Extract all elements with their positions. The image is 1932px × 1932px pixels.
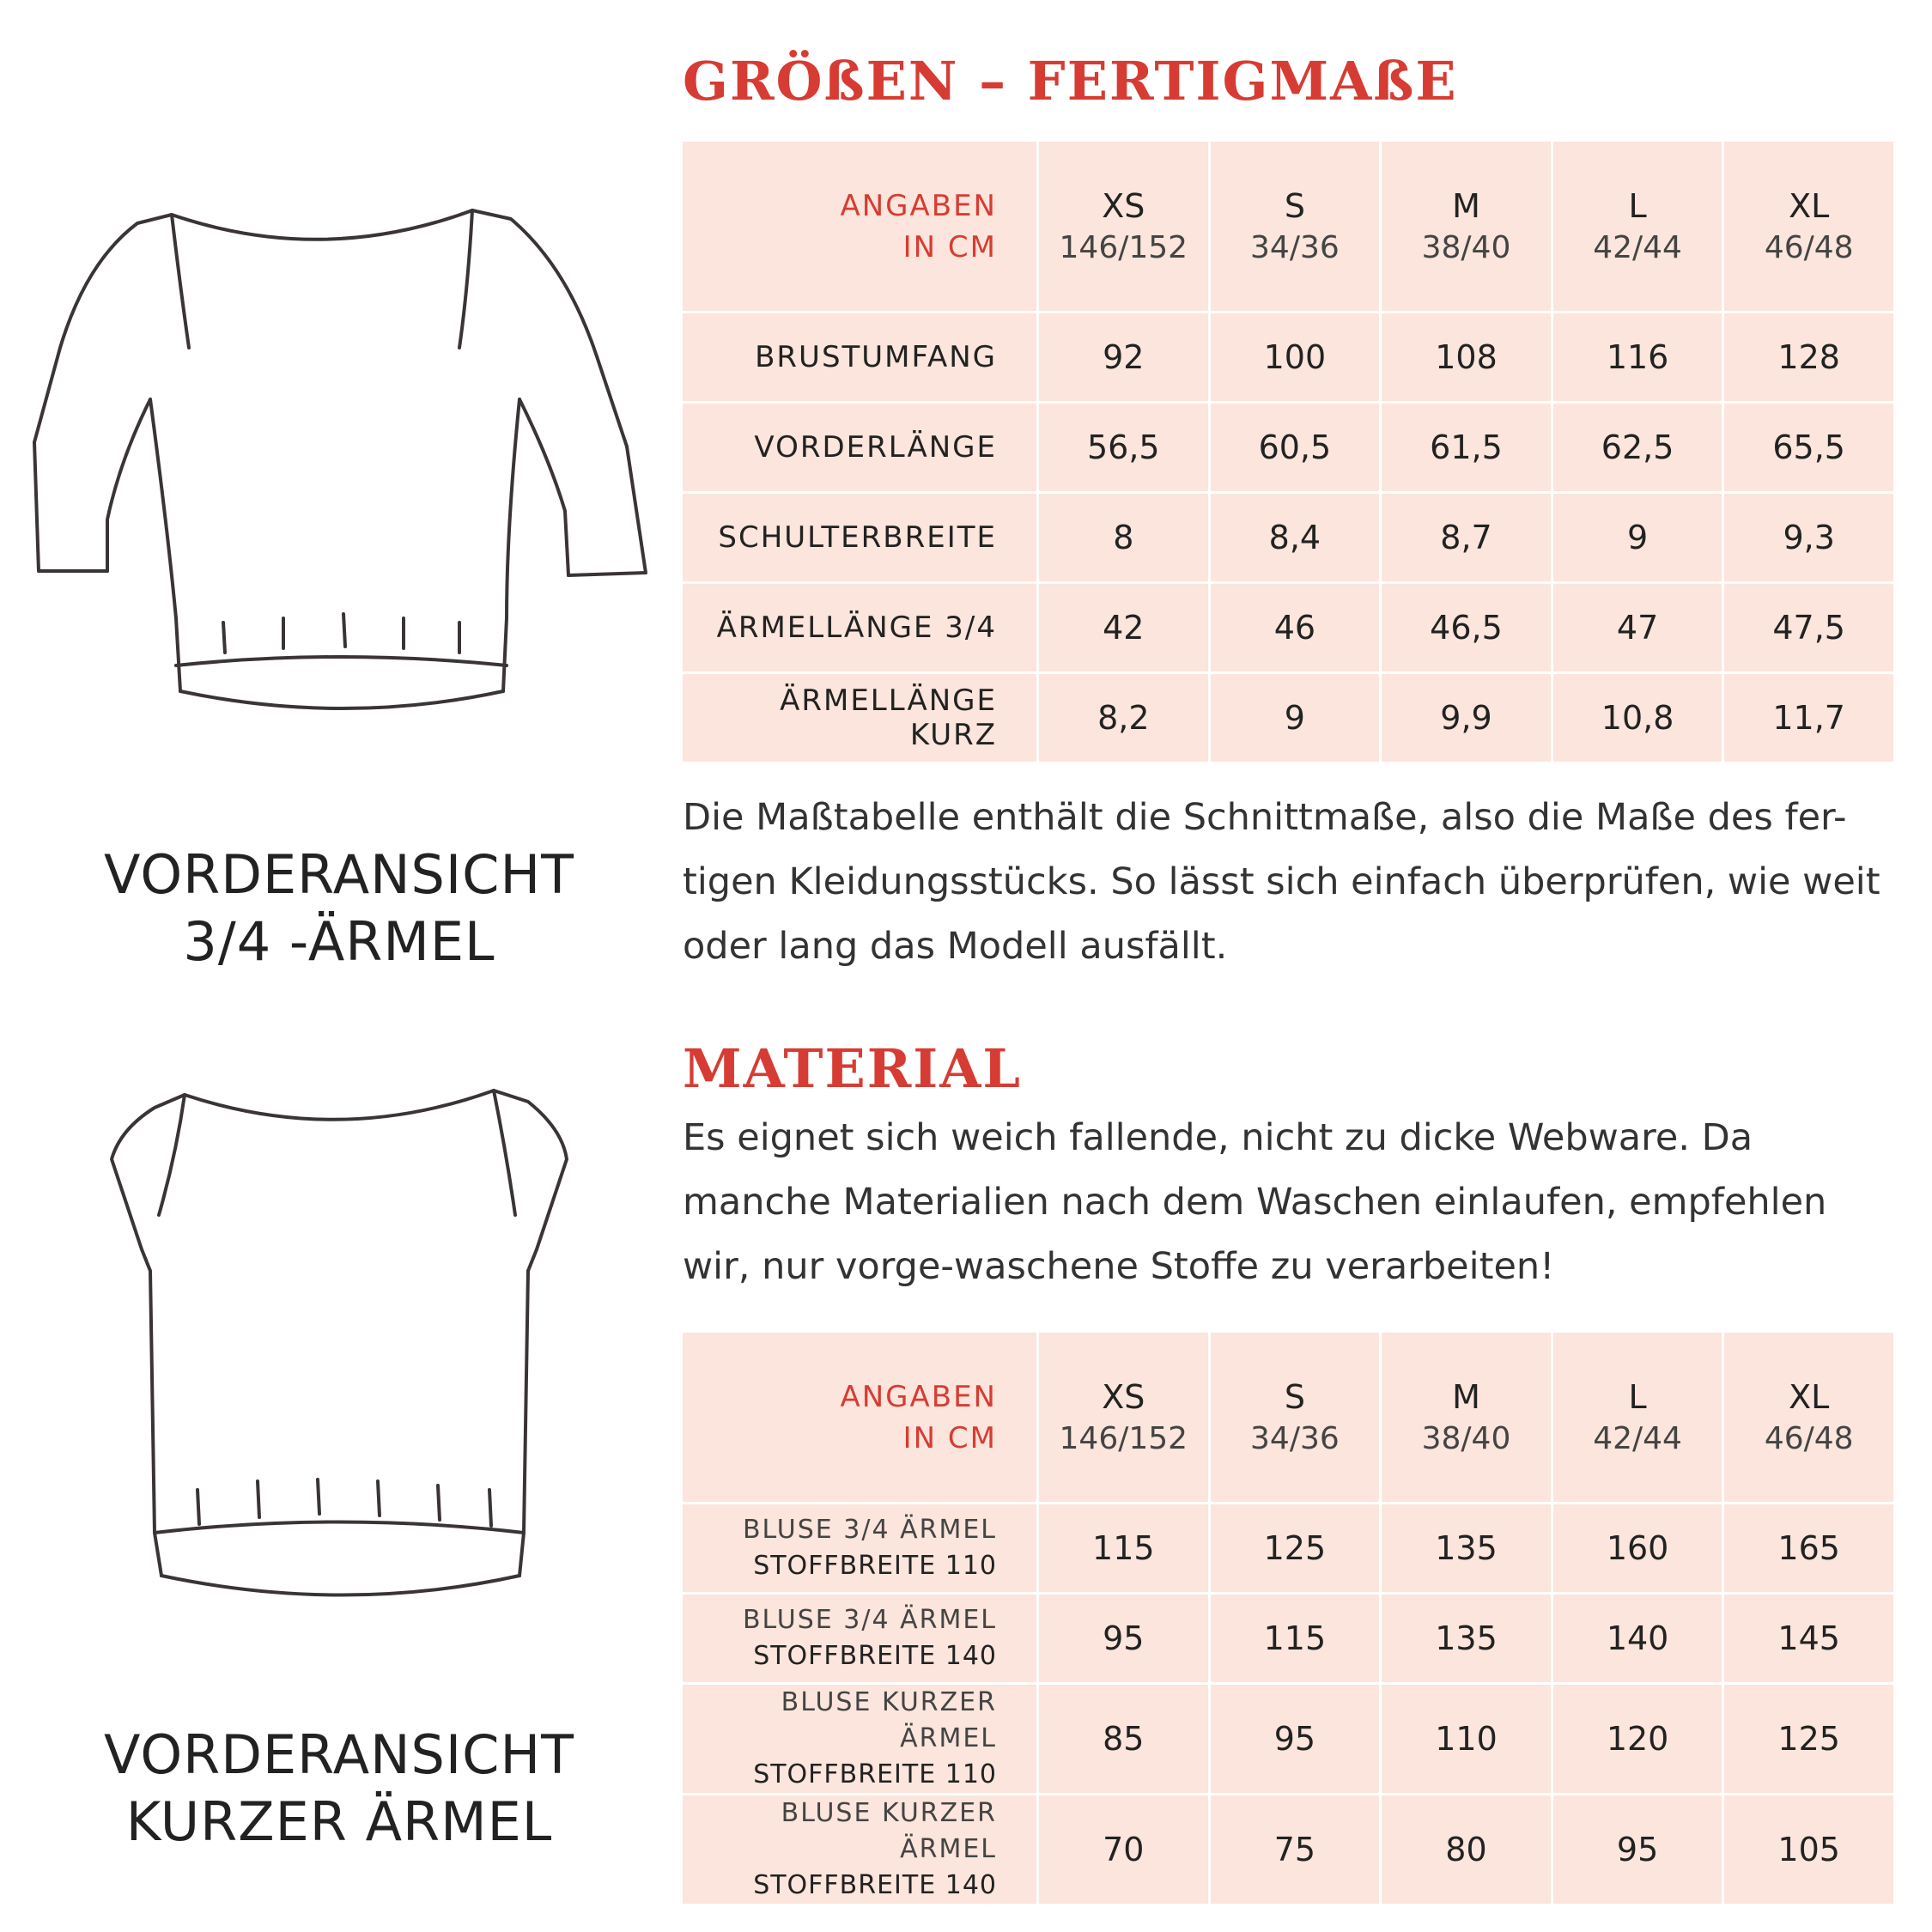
- table-cell: 105: [1724, 1795, 1893, 1906]
- unit-label: ANGABEN IN CM: [683, 1333, 1036, 1504]
- table-cell: 115: [1039, 1504, 1208, 1595]
- table-row: [683, 1504, 1893, 1595]
- table-cell: 116: [1553, 313, 1722, 404]
- table-cell: 9: [1211, 674, 1380, 764]
- size-m-header: M 38/40: [1382, 1333, 1551, 1504]
- table-cell: 165: [1724, 1504, 1893, 1595]
- table-cell: 115: [1211, 1595, 1380, 1685]
- material-table-header: [683, 1333, 1893, 1504]
- material-table: [680, 1333, 1896, 1906]
- table-cell: 92: [1039, 313, 1208, 404]
- table-cell: 145: [1724, 1595, 1893, 1685]
- table-cell: 95: [1553, 1795, 1722, 1906]
- size-xl-header: XL 46/48: [1724, 142, 1893, 313]
- row-label: BLUSE 3/4 ÄRMEL STOFFBREITE 110: [683, 1504, 1036, 1595]
- table-cell: 8,2: [1039, 674, 1208, 764]
- unit-label: ANGABEN IN CM: [683, 142, 1036, 313]
- table-cell: 8,4: [1211, 494, 1380, 584]
- size-xs-header: XS 146/152: [1039, 1333, 1208, 1504]
- sizes-note: Die Maßtabelle enthält die Schnittmaße, also die Maße des fer-tigen Kleidungsstücks. So lässt sich einfach überprüfen, wie weit oder lang das Modell ausfällt.: [683, 796, 1880, 968]
- table-cell: 75: [1211, 1795, 1380, 1906]
- row-label: BLUSE KURZER ÄRMEL STOFFBREITE 110: [683, 1685, 1036, 1795]
- table-row: [683, 674, 1893, 764]
- material-text: Es eignet sich weich fallende, nicht zu dicke Webware. Da manche Materialien nach dem Waschen einlaufen, empfehlen wir, nur vorge-waschene Stoffe zu verarbeiten!: [683, 1116, 1827, 1288]
- table-cell: 61,5: [1382, 404, 1551, 494]
- table-cell: 85: [1039, 1685, 1208, 1795]
- table-cell: 70: [1039, 1795, 1208, 1906]
- sizes-table: [680, 142, 1896, 764]
- size-s-header: S 34/36: [1211, 142, 1380, 313]
- table-cell: 46: [1211, 584, 1380, 674]
- table-cell: 47,5: [1724, 584, 1893, 674]
- size-l-header: L 42/44: [1553, 1333, 1722, 1504]
- blouse-34-sleeve-drawing: [26, 185, 661, 751]
- row-label: VORDERLÄNGE: [683, 404, 1036, 494]
- sizes-table-header: [683, 142, 1893, 313]
- table-row: [683, 1795, 1893, 1906]
- table-cell: 108: [1382, 313, 1551, 404]
- row-label: ÄRMELLÄNGE 3/4: [683, 584, 1036, 674]
- table-cell: 110: [1382, 1685, 1551, 1795]
- table-cell: 125: [1724, 1685, 1893, 1795]
- row-label: BLUSE KURZER ÄRMEL STOFFBREITE 140: [683, 1795, 1036, 1906]
- table-cell: 47: [1553, 584, 1722, 674]
- size-m-header: M 38/40: [1382, 142, 1551, 313]
- table-cell: 42: [1039, 584, 1208, 674]
- caption-front-short: VORDERANSICHT KURZER ÄRMEL: [104, 1723, 574, 1853]
- table-cell: 8: [1039, 494, 1208, 584]
- table-cell: 9,9: [1382, 674, 1551, 764]
- table-cell: 46,5: [1382, 584, 1551, 674]
- row-label: SCHULTERBREITE: [683, 494, 1036, 584]
- table-cell: 65,5: [1724, 404, 1893, 494]
- table-cell: 160: [1553, 1504, 1722, 1595]
- table-cell: 62,5: [1553, 404, 1722, 494]
- table-row: [683, 1685, 1893, 1795]
- size-xs-header: XS 146/152: [1039, 142, 1208, 313]
- row-label: BLUSE 3/4 ÄRMEL STOFFBREITE 140: [683, 1595, 1036, 1685]
- table-cell: 9,3: [1724, 494, 1893, 584]
- table-cell: 9: [1553, 494, 1722, 584]
- blouse-short-sleeve-drawing: [103, 1078, 584, 1627]
- caption-front-34: VORDERANSICHT 3/4 -ÄRMEL: [104, 843, 574, 973]
- row-label: BRUSTUMFANG: [683, 313, 1036, 404]
- table-cell: 56,5: [1039, 404, 1208, 494]
- size-xl-header: XL 46/48: [1724, 1333, 1893, 1504]
- table-cell: 95: [1039, 1595, 1208, 1685]
- table-row: [683, 313, 1893, 404]
- table-row: [683, 494, 1893, 584]
- material-heading: MATERIAL: [683, 1037, 1022, 1100]
- table-cell: 140: [1553, 1595, 1722, 1685]
- table-cell: 8,7: [1382, 494, 1551, 584]
- size-l-header: L 42/44: [1553, 142, 1722, 313]
- table-cell: 135: [1382, 1595, 1551, 1685]
- table-cell: 11,7: [1724, 674, 1893, 764]
- row-label: ÄRMELLÄNGE KURZ: [683, 674, 1036, 764]
- table-cell: 10,8: [1553, 674, 1722, 764]
- table-cell: 135: [1382, 1504, 1551, 1595]
- size-s-header: S 34/36: [1211, 1333, 1380, 1504]
- table-row: [683, 1595, 1893, 1685]
- table-cell: 60,5: [1211, 404, 1380, 494]
- table-cell: 120: [1553, 1685, 1722, 1795]
- table-cell: 95: [1211, 1685, 1380, 1795]
- table-row: [683, 404, 1893, 494]
- table-row: [683, 584, 1893, 674]
- table-cell: 128: [1724, 313, 1893, 404]
- table-cell: 125: [1211, 1504, 1380, 1595]
- table-cell: 100: [1211, 313, 1380, 404]
- sizes-heading: GRÖßEN – FERTIGMAßE: [683, 50, 1458, 112]
- table-cell: 80: [1382, 1795, 1551, 1906]
